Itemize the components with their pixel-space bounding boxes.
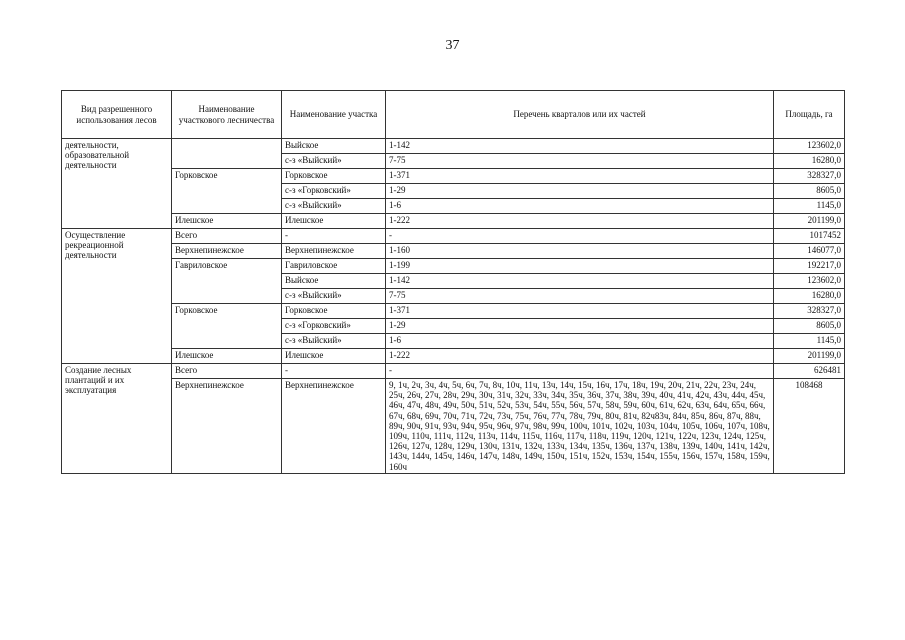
cell-forestry: Верхнепинежское (172, 379, 282, 474)
cell-area: 123602,0 (774, 139, 845, 154)
cell-quarters: - (386, 229, 774, 244)
table-row (62, 349, 845, 364)
cell-area: 328327,0 (774, 304, 845, 319)
cell-forestry: Всего (172, 364, 282, 379)
cell-quarters: 1-6 (386, 334, 774, 349)
cell-plot: Илешское (282, 214, 386, 229)
cell-area: 1145,0 (774, 199, 845, 214)
cell-forestry: Горковское (172, 169, 282, 214)
table-header-row (62, 91, 845, 139)
cell-area: 8605,0 (774, 319, 845, 334)
table-row (62, 304, 845, 319)
table-row (62, 169, 845, 184)
cell-quarters: 1-6 (386, 199, 774, 214)
cell-quarters: - (386, 364, 774, 379)
quarters-table (61, 90, 845, 474)
cell-area: 123602,0 (774, 274, 845, 289)
cell-quarters: 1-222 (386, 214, 774, 229)
cell-quarters: 1-371 (386, 304, 774, 319)
cell-quarters: 1-371 (386, 169, 774, 184)
cell-use: Осуществление рекреационной деятельности (62, 229, 172, 364)
cell-quarters: 1-199 (386, 259, 774, 274)
cell-plot: Выйское (282, 139, 386, 154)
cell-forestry: Илешское (172, 214, 282, 229)
cell-plot: с-з «Горковский» (282, 319, 386, 334)
cell-quarters: 9, 1ч, 2ч, 3ч, 4ч, 5ч, 6ч, 7ч, 8ч, 10ч, 11ч, 13ч, 14ч, 15ч, 16ч, 17ч, 18ч, 19ч, 20ч, 21ч, 22ч, 23ч, 24ч, 25ч, 26ч, 27ч, 28ч, 29ч, 30ч, 31ч, 32ч, 33ч, 34ч, 35ч, 36ч, 37ч, 38ч, 39ч, 40ч, 41ч, 42ч, 43ч, 44ч, 45ч, 46ч, 47ч, 48ч, 49ч, 50ч, 51ч, 52ч, 53ч, 54ч, 55ч, 56ч, 57ч, 58ч, 59ч, 60ч, 61ч, 62ч, 63ч, 64ч, 65ч, 66ч, 67ч, 68ч, 69ч, 70ч, 71ч, 72ч, 73ч, 75ч, 76ч, 77ч, 78ч, 79ч, 80ч, 81ч, 82ч83ч, 84ч, 85ч, 86ч, 87ч, 88ч, 89ч, 90ч, 91ч, 93ч, 94ч, 95ч, 96ч, 97ч, 98ч, 99ч, 100ч, 101ч, 102ч, 103ч, 104ч, 105ч, 106ч, 107ч, 108ч, 109ч, 110ч, 111ч, 112ч, 113ч, 114ч, 115ч, 116ч, 117ч, 118ч, 119ч, 120ч, 121ч, 122ч, 123ч, 124ч, 125ч, 126ч, 127ч, 128ч, 129ч, 130ч, 131ч, 132ч, 133ч, 134ч, 135ч, 136ч, 137ч, 138ч, 139ч, 140ч, 141ч, 142ч, 143ч, 144ч, 145ч, 146ч, 147ч, 148ч, 149ч, 150ч, 151ч, 152ч, 153ч, 154ч, 155ч, 156ч, 157ч, 158ч, 159ч, 160ч (386, 379, 774, 474)
cell-plot: с-з «Выйский» (282, 334, 386, 349)
cell-plot: с-з «Выйский» (282, 199, 386, 214)
cell-plot: Илешское (282, 349, 386, 364)
cell-forestry: Горковское (172, 304, 282, 349)
cell-quarters: 1-160 (386, 244, 774, 259)
header-quarters: Перечень кварталов или их частей (386, 91, 774, 139)
table-row (62, 379, 845, 474)
cell-forestry: Верхнепинежское (172, 244, 282, 259)
cell-plot: Верхнепинежское (282, 379, 386, 474)
cell-plot: с-з «Выйский» (282, 289, 386, 304)
cell-area: 108468 (774, 379, 845, 474)
cell-use: Создание лесных плантаций и их эксплуатация (62, 364, 172, 474)
cell-plot: - (282, 229, 386, 244)
table-row (62, 244, 845, 259)
cell-area: 201199,0 (774, 349, 845, 364)
cell-area: 1017452 (774, 229, 845, 244)
cell-area: 328327,0 (774, 169, 845, 184)
cell-plot: Верхнепинежское (282, 244, 386, 259)
cell-quarters: 1-29 (386, 319, 774, 334)
cell-quarters: 1-222 (386, 349, 774, 364)
cell-plot: - (282, 364, 386, 379)
table-row (62, 259, 845, 274)
cell-area: 201199,0 (774, 214, 845, 229)
header-forestry: Наименование участкового лесничества (172, 91, 282, 139)
cell-plot: Горковское (282, 169, 386, 184)
table-row (62, 364, 845, 379)
cell-area: 16280,0 (774, 154, 845, 169)
cell-forestry: Гавриловское (172, 259, 282, 304)
cell-quarters: 7-75 (386, 154, 774, 169)
cell-plot: Выйское (282, 274, 386, 289)
cell-area: 1145,0 (774, 334, 845, 349)
cell-area: 626481 (774, 364, 845, 379)
page-number: 37 (445, 38, 460, 53)
cell-plot: с-з «Выйский» (282, 154, 386, 169)
cell-quarters: 1-142 (386, 139, 774, 154)
cell-area: 8605,0 (774, 184, 845, 199)
header-use: Вид разрешенного использования лесов (62, 91, 172, 139)
cell-quarters: 7-75 (386, 289, 774, 304)
cell-area: 192217,0 (774, 259, 845, 274)
cell-plot: Гавриловское (282, 259, 386, 274)
cell-area: 146077,0 (774, 244, 845, 259)
cell-area: 16280,0 (774, 289, 845, 304)
cell-quarters: 1-29 (386, 184, 774, 199)
header-plot: Наименование участка (282, 91, 386, 139)
table-row (62, 214, 845, 229)
cell-quarters: 1-142 (386, 274, 774, 289)
cell-forestry: Илешское (172, 349, 282, 364)
cell-use: деятельности, образовательной деятельности (62, 139, 172, 229)
header-area: Площадь, га (774, 91, 845, 139)
table-row (62, 229, 845, 244)
cell-forestry (172, 139, 282, 169)
cell-plot: Горковское (282, 304, 386, 319)
table-row (62, 139, 845, 154)
cell-plot: с-з «Горковский» (282, 184, 386, 199)
cell-forestry: Всего (172, 229, 282, 244)
